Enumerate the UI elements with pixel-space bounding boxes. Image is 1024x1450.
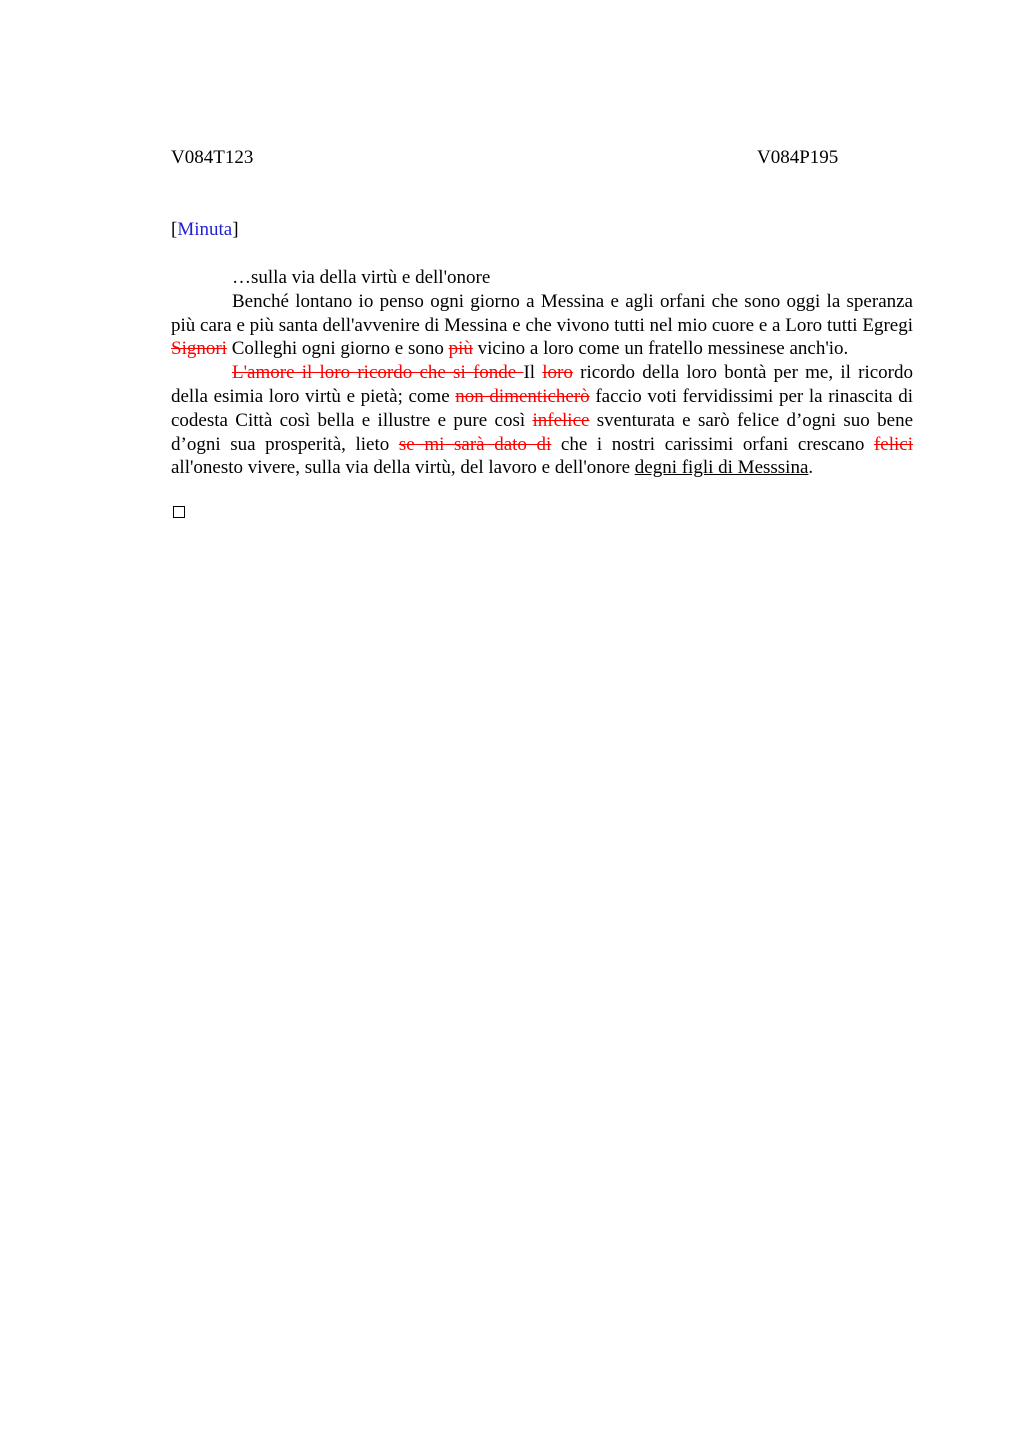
paragraph-opening: …sulla via della virtù e dell'onore <box>232 267 491 288</box>
deleted-word: Signori <box>171 338 227 360</box>
right-document-code: V084P195 <box>757 147 839 168</box>
underlined-text: degni figli di Messsina <box>634 457 809 479</box>
document-body <box>171 266 913 480</box>
text-run: Benché lontano io penso ogni giorno a Messina e agli orfani che sono oggi la speranza più cara e più santa dell'avvenire di Messina e che vivono tutti nel mio cuore e a Loro tutti Egregi <box>171 290 913 336</box>
deleted-word: loro <box>542 362 573 384</box>
document-label <box>171 218 913 242</box>
text-run: faccio voti fervidissimi per la rinascita di codesta Città così bella e illustre e pure così <box>171 385 913 431</box>
text-run: ricordo della loro bontà per me, il ricordo della esimia loro virtù e pietà; come <box>171 362 913 407</box>
deleted-word: felici <box>873 433 913 455</box>
text-run: Il <box>523 362 543 384</box>
text-run: all'onesto vivere, sulla via della virtù, del lavoro e dell'onore <box>171 457 635 479</box>
document-page <box>171 146 913 518</box>
left-document-code: V084T123 <box>171 147 254 168</box>
label-close-bracket: ] <box>232 219 239 240</box>
text-run: Colleghi ogni giorno e sono <box>226 338 449 360</box>
document-header <box>171 146 913 170</box>
deleted-word: non dimenticherò <box>455 385 590 407</box>
deleted-word: L'amore il loro ricordo che si fonde <box>232 362 524 384</box>
text-run: . <box>808 457 814 479</box>
text-run: vicino a loro come un fratello messinese anch'io. <box>472 338 849 360</box>
text-run: che i nostri carissimi orfani crescano <box>551 433 874 455</box>
paragraph-third <box>171 361 913 480</box>
text-run: sventurata e sarò felice d’ogni suo bene d’ogni sua prosperità, lieto <box>171 409 913 455</box>
label-word: Minuta <box>177 219 233 240</box>
label-open-bracket: [ <box>171 219 178 240</box>
deleted-word: più <box>448 338 473 360</box>
paragraph-second <box>171 290 913 361</box>
deleted-word: infelice <box>532 409 590 431</box>
empty-checkbox-icon <box>173 506 185 518</box>
deleted-word: se mi sarà dato di <box>398 433 552 455</box>
